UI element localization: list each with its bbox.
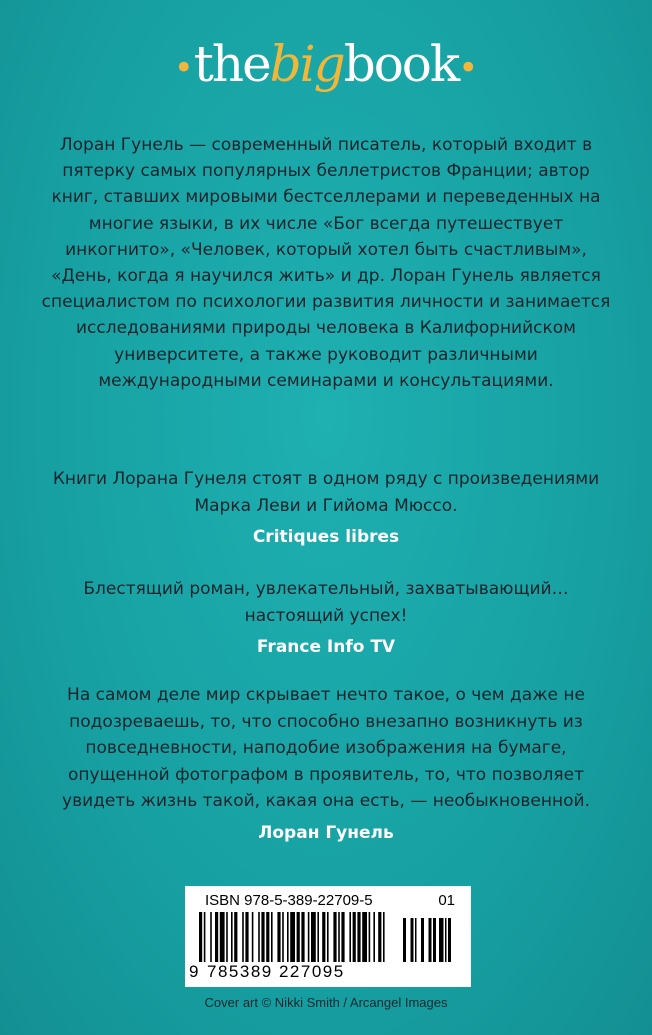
quote-text: На самом деле мир скрывает нечто такое, о чем даже не подозреваешь, то, что способно внезапно возникнуть из повседневности, наподобие изображения на бумаге, опущенной фотографом в проявитель, то, что позволяет увидеть жизнь такой, какая она есть, — необыкновенной.: [62, 685, 590, 811]
barcode-bar: [226, 912, 228, 962]
barcode-bar: [341, 912, 344, 962]
barcode-bar: [271, 912, 273, 962]
barcode-addon-bar: [448, 918, 451, 962]
barcode-bar: [362, 912, 367, 962]
barcode-bar: [261, 912, 264, 962]
barcode-bar: [282, 912, 284, 962]
logo-the: the: [193, 35, 270, 93]
barcode-bar: [338, 912, 340, 962]
barcode-lead-digit: 9: [189, 962, 200, 981]
barcode-addon-bar: [411, 918, 414, 962]
barcode-addon-bar: [445, 918, 447, 962]
review-quote-1: [40, 466, 612, 549]
barcode-bar: [277, 912, 280, 962]
barcode-addon-bar: [421, 918, 424, 962]
publisher-logo: [0, 34, 652, 98]
barcode-bar: [215, 912, 218, 962]
cover-art-credit: Cover art © Nikki Smith / Arcangel Images: [204, 995, 448, 1010]
barcode-bar: [245, 912, 248, 962]
quote-source: Лоран Гунель: [258, 822, 394, 843]
barcode-bar: [378, 912, 381, 962]
barcode-bar: [333, 912, 336, 962]
barcode-bar: [220, 912, 225, 962]
logo-book: book: [343, 35, 459, 93]
barcode-bars-icon: [199, 912, 457, 964]
logo-big: big: [269, 35, 344, 93]
barcode-bar: [287, 912, 289, 962]
barcode-bar: [322, 912, 325, 962]
barcode-bar: [349, 912, 351, 962]
barcode-bar: [369, 912, 371, 962]
barcode-bar: [242, 912, 244, 962]
barcode-bar: [266, 912, 269, 962]
barcode-bar: [317, 912, 319, 962]
barcode-bar: [252, 912, 254, 962]
barcode-bar: [204, 912, 206, 962]
barcode-bar: [357, 912, 360, 962]
review-text: Блестящий роман, увлекательный, захватывающий… настоящий успех!: [83, 579, 569, 626]
review-source: Critiques libres: [252, 527, 400, 547]
barcode-bar: [210, 912, 212, 962]
barcode-bar: [373, 912, 375, 962]
barcode-bar: [234, 912, 237, 962]
barcode-addon-bar: [429, 918, 432, 962]
barcode-bar: [327, 912, 329, 962]
barcode-bar: [199, 912, 202, 962]
barcode-bar: [231, 912, 233, 962]
barcode-bar: [290, 912, 295, 962]
isbn-barcode: [185, 886, 471, 987]
barcode-digits: 785389 227095: [207, 962, 345, 981]
review-quote-2: [40, 576, 612, 659]
barcode-addon-bar: [415, 918, 417, 962]
barcode-addon-bar: [403, 918, 406, 962]
logo-dot-left-icon: •: [173, 48, 194, 88]
author-bio: Лоран Гунель — современный писатель, который входит в пятерку самых популярных беллетристов Франции; автор книг, ставших мировыми бестселлерами и переведенных на многие языки, в их числе «Бог всегда путешествует инкогнито», «Человек, который хотел быть счастливым», «День, когда я научился жить» и др. Лоран Гунель является специалистом по психологии развития личности и занимается исследованиями природы человека в Калифорнийском университете, а также руководит различными международными семинарами и консультациями.: [41, 135, 611, 391]
review-source: France Info TV: [256, 637, 396, 657]
review-text: Книги Лорана Гунеля стоят в одном ряду с произведениями Марка Леви и Гийома Мюссо.: [52, 469, 600, 516]
barcode-bar: [311, 912, 316, 962]
barcode-addon-bar: [439, 918, 444, 962]
isbn-addon: 01: [438, 892, 455, 909]
barcode-bar: [297, 912, 300, 962]
author-quote: [40, 682, 612, 845]
barcode-bar: [308, 912, 310, 962]
barcode-bar: [301, 912, 304, 962]
barcode-bar: [383, 912, 385, 962]
barcode-bar: [353, 912, 356, 962]
barcode-bar: [258, 912, 260, 962]
barcode-addon-bar: [433, 918, 436, 962]
isbn-text: ISBN 978-5-389-22709-5: [205, 892, 373, 909]
logo-dot-right-icon: •: [458, 48, 479, 88]
